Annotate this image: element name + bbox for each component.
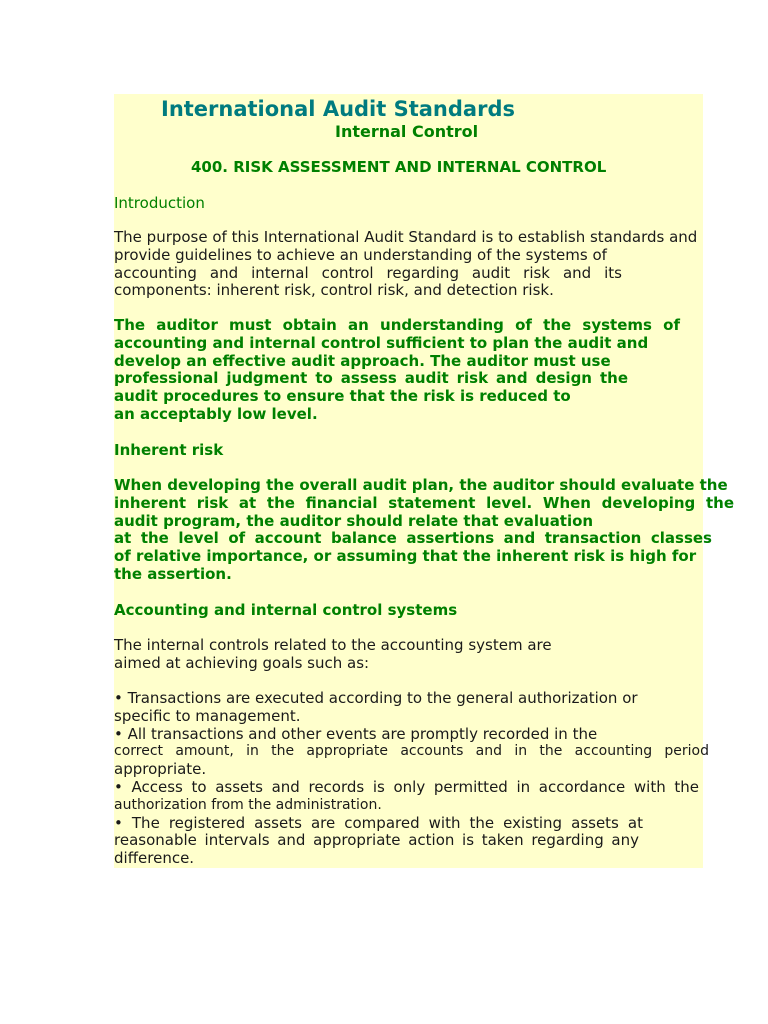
intro-line: accounting and internal control regarding audit risk and its [114, 263, 622, 282]
bullet-line: authorization from the administration. [114, 796, 382, 813]
intro-line: components: inherent risk, control risk, and detection risk. [114, 281, 554, 300]
bullet-line: reasonable intervals and appropriate action is taken regarding any [114, 831, 639, 850]
bullet-line: correct amount, in the appropriate accounts and in the accounting period [114, 743, 709, 760]
bullet-line: • Transactions are executed according to the general authorization or [114, 689, 638, 707]
inherent-line: at the level of account balance assertions and transaction classes [114, 529, 712, 548]
bullet-line: difference. [114, 849, 195, 868]
intro-heading: Introduction [114, 194, 205, 212]
systems-line: aimed at achieving goals such as: [114, 653, 370, 672]
section-heading: 400. RISK ASSESSMENT AND INTERNAL CONTROL [191, 158, 607, 176]
inherent-line: the assertion. [114, 564, 232, 583]
auditor-paragraph [114, 317, 680, 424]
auditor-line: The auditor must obtain an understanding of the systems of [114, 316, 680, 334]
inherent-line: When developing the overall audit plan, the auditor should evaluate the [114, 476, 728, 494]
inherent-line: inherent risk at the financial statement level. When developing the [114, 493, 734, 512]
bullet-line: • The registered assets are compared with the existing assets at [114, 813, 643, 832]
auditor-line: audit procedures to ensure that the risk is reduced to [114, 387, 571, 406]
systems-paragraph [114, 637, 552, 673]
auditor-line: an acceptably low level. [114, 404, 318, 423]
inherent-line: audit program, the auditor should relate that evaluation [114, 511, 594, 530]
systems-heading: Accounting and internal control systems [114, 601, 458, 619]
auditor-line: accounting and internal control sufficient to plan the audit and [114, 333, 649, 352]
intro-line: provide guidelines to achieve an understanding of the systems of [114, 245, 607, 264]
intro-paragraph [114, 229, 700, 300]
systems-bullet-list [114, 690, 709, 868]
document-subtitle: Internal Control [335, 122, 479, 141]
bullet-line: specific to management. [114, 706, 301, 725]
bullet-line: • Access to assets and records is only permitted in accordance with the [114, 777, 699, 796]
inherent-risk-heading: Inherent risk [114, 441, 224, 459]
systems-line: The internal controls related to the accounting system are [114, 636, 552, 654]
inherent-line: of relative importance, or assuming that the inherent risk is high for [114, 547, 697, 566]
auditor-line: professional judgment to assess audit risk and design the [114, 369, 628, 388]
auditor-line: develop an effective audit approach. The auditor must use [114, 351, 611, 370]
inherent-risk-paragraph [114, 477, 734, 584]
bullet-line: • All transactions and other events are promptly recorded in the [114, 724, 598, 743]
bullet-line: appropriate. [114, 760, 207, 779]
intro-line: The purpose of this International Audit Standard is to establish standards and [114, 228, 698, 246]
document-title: International Audit Standards [161, 97, 515, 121]
